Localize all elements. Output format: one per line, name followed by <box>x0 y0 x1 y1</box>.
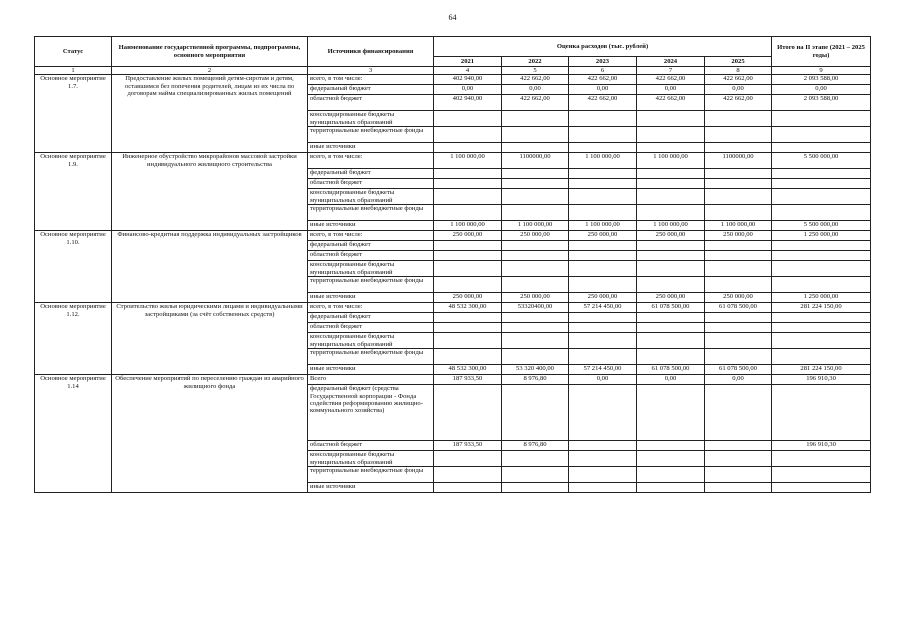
header-year: 2023 <box>569 57 637 67</box>
amount-cell: 8 976,80 <box>502 441 569 451</box>
amount-cell <box>705 169 772 179</box>
amount-cell <box>569 277 637 293</box>
amount-cell <box>637 169 705 179</box>
measure-name-cell: Инженерное обустройство микрорайонов массовой застройки индивидуального жилищного строительства <box>112 153 308 231</box>
funding-source-cell: федеральный бюджет <box>308 85 434 95</box>
amount-cell <box>434 189 502 205</box>
amount-cell: 402 940,00 <box>434 75 502 85</box>
amount-cell <box>705 349 772 365</box>
amount-cell <box>434 333 502 349</box>
column-number: 6 <box>569 67 637 75</box>
amount-cell <box>637 313 705 323</box>
amount-cell <box>434 323 502 333</box>
amount-cell: 250 000,00 <box>434 231 502 241</box>
amount-cell <box>637 451 705 467</box>
amount-cell: 0,00 <box>569 375 637 385</box>
column-number: 2 <box>112 67 308 75</box>
amount-cell: 1 100 000,00 <box>637 153 705 169</box>
amount-cell: 1 100 000,00 <box>569 221 637 231</box>
amount-cell <box>502 385 569 441</box>
amount-cell <box>705 385 772 441</box>
amount-cell: 422 662,00 <box>569 75 637 85</box>
amount-cell: 1 100 000,00 <box>434 153 502 169</box>
amount-cell <box>502 451 569 467</box>
funding-source-cell: иные источники <box>308 221 434 231</box>
amount-cell <box>637 333 705 349</box>
page-number: 64 <box>448 13 457 22</box>
total-cell <box>772 451 871 467</box>
table-row <box>35 153 871 169</box>
amount-cell: 61 078 500,00 <box>705 303 772 313</box>
funding-source-cell: федеральный бюджет <box>308 241 434 251</box>
header-year: 2025 <box>705 57 772 67</box>
amount-cell <box>502 277 569 293</box>
amount-cell <box>434 111 502 127</box>
amount-cell <box>569 179 637 189</box>
header-year: 2024 <box>637 57 705 67</box>
amount-cell <box>434 349 502 365</box>
total-cell: 196 910,30 <box>772 441 871 451</box>
header-year: 2021 <box>434 57 502 67</box>
amount-cell: 422 662,00 <box>502 75 569 85</box>
amount-cell <box>502 467 569 483</box>
total-cell: 281 224 150,00 <box>772 303 871 313</box>
amount-cell <box>569 323 637 333</box>
amount-cell <box>569 333 637 349</box>
amount-cell <box>502 483 569 493</box>
total-cell <box>772 261 871 277</box>
amount-cell <box>637 441 705 451</box>
amount-cell: 0,00 <box>569 85 637 95</box>
total-cell <box>772 313 871 323</box>
amount-cell <box>637 483 705 493</box>
amount-cell <box>705 143 772 153</box>
amount-cell <box>434 467 502 483</box>
total-cell: 1 250 000,00 <box>772 293 871 303</box>
funding-source-cell: консолидированные бюджеты муниципальных образований <box>308 189 434 205</box>
funding-source-cell: областной бюджет <box>308 95 434 111</box>
table-body <box>35 75 871 493</box>
table-row <box>35 303 871 313</box>
amount-cell: 1 100 000,00 <box>502 221 569 231</box>
amount-cell: 250 000,00 <box>434 293 502 303</box>
funding-source-cell: всего, в том числе: <box>308 231 434 241</box>
amount-cell <box>705 441 772 451</box>
column-number: 4 <box>434 67 502 75</box>
amount-cell: 1 100 000,00 <box>569 153 637 169</box>
column-numbers-row <box>35 67 871 75</box>
total-cell <box>772 169 871 179</box>
funding-source-cell: областной бюджет <box>308 323 434 333</box>
funding-source-cell: областной бюджет <box>308 441 434 451</box>
amount-cell <box>569 483 637 493</box>
column-number: 8 <box>705 67 772 75</box>
amount-cell <box>502 333 569 349</box>
amount-cell <box>502 251 569 261</box>
total-cell: 1 250 000,00 <box>772 231 871 241</box>
measure-name-cell: Предоставление жилых помещений детям-сиротам и детям, оставшимся без попечения родителей, лицам из их числа по договорам найма специализированных жилых помещений <box>112 75 308 153</box>
amount-cell <box>434 241 502 251</box>
amount-cell: 61 078 500,00 <box>705 365 772 375</box>
funding-source-cell: территориальные внебюджетные фонды <box>308 467 434 483</box>
amount-cell <box>569 127 637 143</box>
funding-source-cell: консолидированные бюджеты муниципальных образований <box>308 111 434 127</box>
status-cell: Основное мероприятие 1.14 <box>35 375 112 493</box>
amount-cell: 422 662,00 <box>502 95 569 111</box>
amount-cell <box>569 261 637 277</box>
total-cell <box>772 277 871 293</box>
funding-source-cell: всего, в том числе: <box>308 153 434 169</box>
amount-cell <box>502 127 569 143</box>
header-estimate: Оценка расходов (тыс. рублей) <box>434 37 772 57</box>
amount-cell: 48 532 300,00 <box>434 303 502 313</box>
amount-cell <box>502 261 569 277</box>
amount-cell <box>434 261 502 277</box>
amount-cell <box>502 169 569 179</box>
funding-source-cell: иные источники <box>308 365 434 375</box>
funding-source-cell: иные источники <box>308 293 434 303</box>
total-cell: 2 093 588,00 <box>772 75 871 85</box>
measure-name-cell: Финансово-кредитная поддержка индивидуальных застройщиков <box>112 231 308 303</box>
funding-source-cell: иные источники <box>308 143 434 153</box>
amount-cell: 187 933,50 <box>434 375 502 385</box>
amount-cell <box>705 483 772 493</box>
amount-cell <box>569 349 637 365</box>
amount-cell: 402 940,00 <box>434 95 502 111</box>
amount-cell <box>434 127 502 143</box>
amount-cell: 250 000,00 <box>637 231 705 241</box>
amount-cell <box>637 127 705 143</box>
amount-cell: 250 000,00 <box>637 293 705 303</box>
amount-cell <box>705 451 772 467</box>
amount-cell: 8 976,80 <box>502 375 569 385</box>
header-year: 2022 <box>502 57 569 67</box>
amount-cell <box>705 111 772 127</box>
amount-cell <box>705 333 772 349</box>
amount-cell <box>569 241 637 251</box>
amount-cell: 187 933,50 <box>434 441 502 451</box>
measure-name-cell: Обеспечение мероприятий по переселению граждан из аварийного жилищного фонда <box>112 375 308 493</box>
amount-cell <box>637 467 705 483</box>
status-cell: Основное мероприятие 1.10. <box>35 231 112 303</box>
amount-cell <box>705 251 772 261</box>
status-cell: Основное мероприятие 1.12. <box>35 303 112 375</box>
amount-cell: 1100000,00 <box>705 153 772 169</box>
column-number: 9 <box>772 67 871 75</box>
amount-cell: 1 100 000,00 <box>705 221 772 231</box>
amount-cell <box>434 179 502 189</box>
amount-cell: 250 000,00 <box>705 231 772 241</box>
total-cell <box>772 333 871 349</box>
funding-source-cell: областной бюджет <box>308 251 434 261</box>
amount-cell <box>434 251 502 261</box>
amount-cell <box>569 169 637 179</box>
total-cell: 5 500 000,00 <box>772 221 871 231</box>
column-number: 5 <box>502 67 569 75</box>
financing-table <box>34 36 871 493</box>
amount-cell <box>569 143 637 153</box>
total-cell <box>772 241 871 251</box>
amount-cell <box>434 313 502 323</box>
funding-source-cell: областной бюджет <box>308 179 434 189</box>
amount-cell: 1 100 000,00 <box>637 221 705 231</box>
amount-cell: 0,00 <box>637 85 705 95</box>
amount-cell <box>569 385 637 441</box>
amount-cell <box>637 277 705 293</box>
amount-cell: 250 000,00 <box>705 293 772 303</box>
status-cell: Основное мероприятие 1.7. <box>35 75 112 153</box>
funding-source-cell: консолидированные бюджеты муниципальных образований <box>308 451 434 467</box>
amount-cell <box>569 441 637 451</box>
amount-cell <box>637 251 705 261</box>
amount-cell <box>502 313 569 323</box>
amount-cell <box>569 205 637 221</box>
total-cell <box>772 483 871 493</box>
total-cell <box>772 349 871 365</box>
amount-cell: 53320400,00 <box>502 303 569 313</box>
amount-cell <box>502 179 569 189</box>
amount-cell <box>705 179 772 189</box>
funding-source-cell: иные источники <box>308 483 434 493</box>
amount-cell <box>637 205 705 221</box>
amount-cell: 422 662,00 <box>637 75 705 85</box>
amount-cell <box>705 189 772 205</box>
amount-cell: 57 214 450,00 <box>569 365 637 375</box>
amount-cell <box>705 277 772 293</box>
amount-cell <box>569 451 637 467</box>
amount-cell <box>705 467 772 483</box>
amount-cell: 61 078 500,00 <box>637 365 705 375</box>
total-cell <box>772 385 871 441</box>
amount-cell <box>637 349 705 365</box>
header-row <box>35 37 871 57</box>
amount-cell <box>569 111 637 127</box>
amount-cell <box>569 467 637 483</box>
amount-cell <box>502 189 569 205</box>
amount-cell <box>637 143 705 153</box>
amount-cell <box>502 241 569 251</box>
amount-cell: 0,00 <box>502 85 569 95</box>
amount-cell: 250 000,00 <box>502 231 569 241</box>
total-cell: 281 224 150,00 <box>772 365 871 375</box>
amount-cell: 422 662,00 <box>637 95 705 111</box>
table-row <box>35 75 871 85</box>
funding-source-cell: территориальные внебюджетные фонды <box>308 127 434 143</box>
amount-cell <box>569 251 637 261</box>
amount-cell <box>434 277 502 293</box>
total-cell: 2 093 588,00 <box>772 95 871 111</box>
measure-name-cell: Строительство жилья юридическими лицами и индивидуальными застройщиками (за счёт собственных средств) <box>112 303 308 375</box>
funding-source-cell: Всего <box>308 375 434 385</box>
amount-cell <box>434 483 502 493</box>
amount-cell <box>637 179 705 189</box>
header-program-name: Наименование государственной программы, подпрограммы, основного мероприятия <box>112 37 308 67</box>
amount-cell <box>705 127 772 143</box>
amount-cell: 422 662,00 <box>705 75 772 85</box>
amount-cell <box>569 189 637 205</box>
status-cell: Основное мероприятие 1.9. <box>35 153 112 231</box>
amount-cell: 0,00 <box>705 375 772 385</box>
amount-cell <box>502 205 569 221</box>
header-status: Статус <box>35 37 112 67</box>
column-number: 3 <box>308 67 434 75</box>
column-number: 1 <box>35 67 112 75</box>
amount-cell <box>637 261 705 277</box>
header-sources: Источники финансирования <box>308 37 434 67</box>
amount-cell <box>637 241 705 251</box>
amount-cell: 250 000,00 <box>569 293 637 303</box>
funding-source-cell: территориальные внебюджетные фонды <box>308 349 434 365</box>
amount-cell <box>502 143 569 153</box>
amount-cell <box>705 241 772 251</box>
amount-cell: 250 000,00 <box>502 293 569 303</box>
table-row <box>35 231 871 241</box>
total-cell <box>772 179 871 189</box>
amount-cell <box>434 385 502 441</box>
amount-cell <box>434 451 502 467</box>
amount-cell: 61 078 500,00 <box>637 303 705 313</box>
column-number: 7 <box>637 67 705 75</box>
total-cell <box>772 127 871 143</box>
amount-cell <box>434 143 502 153</box>
funding-source-cell: федеральный бюджет (средства Государственной корпорации - Фонда содействия реформированию жилищно-коммунального хозяйства) <box>308 385 434 441</box>
amount-cell: 0,00 <box>705 85 772 95</box>
table-row <box>35 375 871 385</box>
total-cell: 5 500 000,00 <box>772 153 871 169</box>
funding-source-cell: территориальные внебюджетные фонды <box>308 205 434 221</box>
amount-cell <box>502 349 569 365</box>
funding-source-cell: всего, в том числе: <box>308 75 434 85</box>
amount-cell <box>502 111 569 127</box>
amount-cell: 48 532 300,00 <box>434 365 502 375</box>
amount-cell <box>705 323 772 333</box>
total-cell <box>772 111 871 127</box>
amount-cell <box>569 313 637 323</box>
total-cell <box>772 205 871 221</box>
amount-cell: 53 320 400,00 <box>502 365 569 375</box>
amount-cell <box>637 385 705 441</box>
funding-source-cell: всего, в том числе: <box>308 303 434 313</box>
amount-cell <box>705 261 772 277</box>
amount-cell: 57 214 450,00 <box>569 303 637 313</box>
amount-cell: 422 662,00 <box>705 95 772 111</box>
amount-cell: 1 100 000,00 <box>434 221 502 231</box>
funding-source-cell: консолидированные бюджеты муниципальных образований <box>308 333 434 349</box>
funding-source-cell: территориальные внебюджетные фонды <box>308 277 434 293</box>
amount-cell: 0,00 <box>637 375 705 385</box>
amount-cell <box>502 323 569 333</box>
amount-cell <box>705 205 772 221</box>
amount-cell: 250 000,00 <box>569 231 637 241</box>
amount-cell <box>434 205 502 221</box>
funding-source-cell: федеральный бюджет <box>308 313 434 323</box>
amount-cell <box>705 313 772 323</box>
total-cell <box>772 323 871 333</box>
funding-source-cell: федеральный бюджет <box>308 169 434 179</box>
total-cell: 0,00 <box>772 85 871 95</box>
header-total: Итого на II этапе (2021 – 2025 годы) <box>772 37 871 67</box>
total-cell <box>772 467 871 483</box>
amount-cell <box>637 189 705 205</box>
amount-cell: 1100000,00 <box>502 153 569 169</box>
amount-cell <box>637 111 705 127</box>
amount-cell <box>637 323 705 333</box>
total-cell <box>772 251 871 261</box>
funding-source-cell: консолидированные бюджеты муниципальных образований <box>308 261 434 277</box>
total-cell <box>772 189 871 205</box>
amount-cell: 0,00 <box>434 85 502 95</box>
total-cell: 196 910,30 <box>772 375 871 385</box>
amount-cell: 422 662,00 <box>569 95 637 111</box>
amount-cell <box>434 169 502 179</box>
total-cell <box>772 143 871 153</box>
